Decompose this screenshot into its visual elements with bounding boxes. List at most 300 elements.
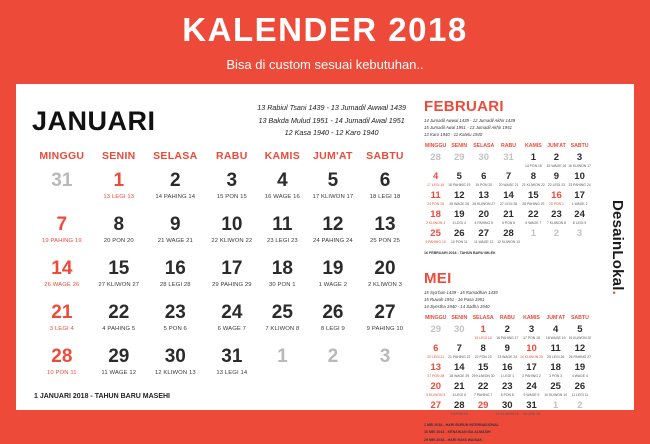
calendar-day-cell[interactable] (496, 152, 521, 171)
javanese-date: 9 PAHING 10 (366, 325, 404, 332)
calendar-week-row (424, 228, 592, 247)
day-number: 27 (430, 399, 442, 411)
calendar-day-cell[interactable] (471, 343, 495, 362)
calendar-day-cell[interactable] (567, 171, 592, 190)
calendar-day-cell[interactable] (360, 345, 410, 389)
javanese-date: 15 KLIWON 15 (495, 411, 519, 416)
calendar-day-cell[interactable] (424, 381, 448, 400)
javanese-date: 13 LEGI 13 (103, 193, 135, 200)
javanese-date: 28 WAGE 29 (449, 373, 470, 378)
main-month-islamic-dates (257, 98, 410, 140)
day-number: 7 (456, 342, 462, 354)
calendar-week-row (32, 169, 410, 213)
islamic-line: 13 Rabiul Tsani 1439 - 13 Jumadil Awwal 1439 (257, 103, 406, 112)
islamic-line: 15 Jumadil Awal 1951 - 13 Jumadil Akhir 1951 (424, 124, 512, 130)
calendar-day-cell[interactable] (32, 257, 92, 301)
calendar-day-cell[interactable] (568, 324, 592, 343)
calendar-day-cell[interactable] (519, 400, 543, 419)
day-number: 1 (553, 399, 559, 411)
weekday-label: RABU (216, 149, 248, 162)
main-month-panel (16, 84, 416, 410)
javanese-date: 3 LEGI 4 (452, 220, 466, 225)
mini-month-name: FEBRUARI (424, 98, 504, 115)
day-number: 30 (453, 323, 465, 335)
javanese-date: 12 PAHING 12 (424, 411, 447, 416)
day-number: 11 (430, 189, 441, 201)
javanese-date: 17 LEGI 18 (427, 182, 445, 187)
day-number: 15 (528, 189, 539, 201)
calendar-day-cell[interactable] (568, 381, 592, 400)
javanese-date: 14 PON 15 (524, 163, 542, 168)
javanese-date: 25 LEGI 26 (547, 354, 565, 359)
day-number: 15 (477, 361, 489, 373)
calendar-day-cell[interactable] (424, 362, 448, 381)
calendar-day-cell[interactable] (32, 301, 92, 345)
calendar-day-cell[interactable] (448, 362, 472, 381)
calendar-day-cell[interactable] (568, 400, 592, 419)
calendar-day-cell[interactable] (424, 400, 448, 419)
calendar-day-cell[interactable] (568, 362, 592, 381)
day-number: 4 (277, 169, 288, 191)
islamic-line: 14 Jumadil Awwal 1439 - 12 Jumadil Akhir 1439 (424, 118, 516, 123)
day-number: 27 (374, 301, 396, 323)
calendar-day-cell[interactable] (496, 228, 521, 247)
calendar-day-cell[interactable] (424, 209, 447, 228)
day-number: 22 (528, 208, 539, 220)
javanese-date: 11 LEGI 11 (571, 392, 589, 397)
calendar-day-cell[interactable] (424, 152, 447, 171)
calendar-day-cell[interactable] (306, 169, 360, 213)
main-month-header (32, 98, 410, 140)
calendar-day-cell[interactable] (424, 171, 447, 190)
javanese-date: 1 WAGE 2 (571, 201, 588, 206)
calendar-day-cell[interactable] (306, 301, 360, 345)
day-number: 14 (51, 257, 73, 279)
javanese-date: 21 KLIWON 22 (521, 182, 545, 187)
calendar-day-cell[interactable] (424, 190, 447, 209)
javanese-date: 12 KLIWON 13 (497, 239, 520, 244)
weekday-label: MINGGU (425, 314, 447, 321)
day-number: 28 (430, 151, 441, 163)
calendar-day-cell[interactable] (360, 169, 410, 213)
calendar-day-cell[interactable] (448, 324, 472, 343)
calendar-day-cell[interactable] (306, 213, 360, 257)
calendar-week-row (424, 400, 592, 419)
javanese-date: 28 PAHING 29 (522, 201, 545, 206)
mini-month-notes (424, 423, 592, 444)
calendar-day-cell[interactable] (424, 228, 447, 247)
javanese-date: 26 PAHING 27 (568, 354, 591, 359)
weekday-label: KAMIS (264, 149, 301, 162)
day-number: 9 (170, 213, 181, 235)
calendar-day-cell[interactable] (567, 228, 592, 247)
javanese-date: 20 LEGI 21 (427, 354, 445, 359)
page-header (0, 0, 650, 84)
calendar-day-cell[interactable] (259, 213, 306, 257)
calendar-day-cell[interactable] (471, 190, 496, 209)
weekday-label: JUM'AT (547, 142, 566, 149)
day-number: 13 (478, 189, 489, 201)
calendar-day-cell[interactable] (567, 190, 592, 209)
javanese-date: 18 PAHING 19 (448, 182, 471, 187)
day-number: 28 (453, 399, 465, 411)
calendar-day-cell[interactable] (495, 324, 519, 343)
javanese-date: 8 LEGI 9 (572, 220, 587, 225)
calendar-day-cell[interactable] (306, 257, 360, 301)
calendar-day-cell[interactable] (92, 169, 146, 213)
calendar-day-cell[interactable] (546, 152, 567, 171)
day-number: 4 (432, 170, 439, 182)
day-number: 18 (271, 257, 293, 279)
calendar-day-cell[interactable] (495, 381, 519, 400)
weekday-label: JUM'AT (546, 314, 566, 321)
weekday-label: SENIN (451, 142, 468, 149)
javanese-date: 2 PAHING 2 (522, 373, 541, 378)
calendar-day-cell[interactable] (32, 213, 92, 257)
calendar-day-cell[interactable] (519, 343, 543, 362)
javanese-date: 15 WAGE 16 (546, 163, 567, 168)
javanese-date: 7 KLIWON 8 (265, 325, 300, 332)
day-number: 16 (164, 257, 186, 279)
calendar-day-cell[interactable] (495, 343, 519, 362)
calendar-day-cell[interactable] (448, 343, 472, 362)
calendar-day-cell[interactable] (568, 343, 592, 362)
javanese-date: 14 PAHING 14 (155, 193, 196, 200)
day-number: 26 (574, 380, 586, 392)
calendar-week-row (424, 190, 592, 209)
day-number: 12 (453, 189, 465, 201)
day-number: 28 (503, 227, 514, 239)
calendar-day-cell[interactable] (32, 345, 92, 389)
javanese-date: 24 KLIWON 25 (520, 354, 543, 359)
day-number: 16 (551, 189, 562, 201)
mini-month-islamic-dates (424, 290, 592, 311)
javanese-date: 10 PON 11 (47, 369, 77, 376)
day-number: 26 (453, 227, 465, 239)
day-number: 21 (51, 301, 73, 323)
day-number: 9 (553, 170, 560, 182)
day-number: 15 (108, 257, 130, 279)
javanese-date: 23 PAHING 24 (568, 182, 591, 187)
javanese-date: 22 KLIWON 22 (211, 237, 253, 244)
javanese-date: 16 KLIWON 17 (568, 163, 591, 168)
calendar-day-cell[interactable] (360, 301, 410, 345)
calendar-day-cell[interactable] (471, 152, 496, 171)
calendar-day-cell[interactable] (521, 190, 546, 209)
javanese-date: 29 PON 1 (549, 201, 564, 206)
javanese-date: 16 PAHING 17 (496, 335, 519, 340)
day-number: 8 (530, 170, 536, 182)
calendar-day-cell[interactable] (546, 171, 567, 190)
calendar-day-cell[interactable] (521, 209, 546, 228)
weekday-label: RABU (501, 142, 517, 149)
calendar-week-row (424, 171, 592, 190)
day-number: 1 (277, 345, 288, 367)
day-number: 2 (504, 323, 510, 335)
javanese-date: 11 WAGE 12 (101, 369, 137, 376)
day-number: 29 (430, 323, 442, 335)
calendar-day-cell[interactable] (519, 324, 543, 343)
day-number: 20 (374, 257, 396, 279)
javanese-date: 8 LEGI 9 (320, 325, 345, 332)
day-number: 17 (221, 257, 243, 279)
javanese-date: 17 KLIWON 17 (312, 193, 354, 200)
javanese-date: 15 LEGI 16 (474, 335, 492, 340)
javanese-date: 19 KLIWON 20 (568, 335, 592, 340)
calendar-day-cell[interactable] (544, 381, 568, 400)
calendar-day-cell[interactable] (544, 362, 568, 381)
javanese-date: 14 WAGE 14 (473, 411, 493, 416)
calendar-day-cell[interactable] (544, 400, 568, 419)
day-number: 3 (528, 323, 535, 335)
javanese-date: 22 PON 23 (474, 354, 492, 359)
weekday-label: MINGGU (424, 142, 447, 149)
calendar-day-cell[interactable] (205, 345, 259, 389)
weekday-label: SABTU (366, 149, 404, 162)
javanese-date: 3 LEGI 4 (49, 325, 74, 332)
day-number: 8 (480, 342, 486, 354)
day-number: 21 (453, 380, 465, 392)
javanese-date: 18 LEGI 18 (369, 193, 401, 200)
calendar-day-cell[interactable] (521, 228, 546, 247)
calendar-day-cell[interactable] (92, 301, 146, 345)
javanese-date: 21 PAHING 22 (448, 354, 471, 359)
calendar-day-cell[interactable] (521, 152, 546, 171)
day-number: 23 (164, 301, 186, 323)
calendar-day-cell[interactable] (259, 301, 306, 345)
day-number: 10 (574, 170, 585, 182)
day-number: 1 (530, 227, 536, 239)
calendar-day-cell[interactable] (146, 169, 205, 213)
javanese-date: 9 PAHING 10 (425, 239, 446, 244)
holiday-note: 1 MEI 2018 - HARI BURUH INTERNASIONAL (424, 422, 499, 427)
calendar-week-row (424, 152, 592, 171)
day-number: 18 (550, 361, 561, 373)
weekday-label: KAMIS (524, 142, 542, 149)
javanese-date: 15 PON 15 (216, 193, 247, 200)
calendar-week-row (32, 301, 410, 345)
javanese-date: 26 WAGE 26 (44, 281, 80, 288)
calendar-week-row (424, 209, 592, 228)
day-number: 3 (226, 169, 238, 191)
weekday-label: MINGGU (39, 149, 85, 162)
day-number: 16 (502, 361, 513, 373)
calendar-day-cell[interactable] (519, 381, 543, 400)
calendar-day-cell[interactable] (496, 171, 521, 190)
javanese-date: 3 PON 3 (549, 373, 563, 378)
day-number: 19 (322, 257, 344, 279)
calendar-day-cell[interactable] (471, 228, 496, 247)
javanese-date: 8 PON 8 (500, 392, 514, 397)
calendar-day-cell[interactable] (496, 190, 521, 209)
calendar-day-cell[interactable] (447, 190, 471, 209)
javanese-date: 4 PAHING 5 (102, 325, 136, 332)
day-number: 2 (327, 345, 339, 367)
javanese-date: 22 LEGI 23 (547, 182, 566, 187)
javanese-date: 6 WAGE 7 (525, 220, 542, 225)
day-number: 7 (505, 170, 512, 182)
javanese-date: 25 PON 25 (369, 237, 400, 244)
javanese-date: 5 PON 6 (502, 220, 516, 225)
calendar-day-cell[interactable] (146, 213, 205, 257)
mini-month-islamic-dates (424, 118, 592, 139)
calendar-day-cell[interactable] (496, 209, 521, 228)
day-number: 25 (271, 301, 293, 323)
weekday-label: SELASA (473, 142, 495, 149)
holiday-note: 10 MEI 2018 - KENAIKAN ISA ALMASIH (424, 430, 491, 435)
javanese-date: 4 WAGE 4 (571, 373, 588, 378)
calendar-day-cell[interactable] (424, 324, 448, 343)
javanese-date: 9 WAGE 9 (523, 392, 540, 397)
calendar-week-row (424, 343, 592, 362)
javanese-date: 29 PAHING 29 (211, 281, 252, 288)
calendar-day-cell[interactable] (205, 301, 259, 345)
mini-month-februari (424, 98, 592, 256)
javanese-date: 2 KLIWON 3 (426, 220, 446, 225)
javanese-date: 13 PON 13 (450, 411, 468, 416)
weekday-header-row (424, 315, 592, 324)
calendar-day-cell[interactable] (424, 343, 448, 362)
day-number: 6 (379, 169, 391, 191)
javanese-date: 26 KLIWON 27 (472, 201, 496, 206)
calendar-day-cell[interactable] (259, 257, 306, 301)
weekday-label: SELASA (153, 149, 198, 162)
day-number: 1 (530, 151, 536, 163)
calendar-day-cell[interactable] (205, 257, 259, 301)
javanese-date: 27 KLIWON 27 (98, 281, 140, 288)
javanese-date: 27 PON 28 (427, 373, 445, 378)
calendar-day-cell[interactable] (146, 301, 205, 345)
calendar-day-cell[interactable] (471, 362, 495, 381)
mini-month-mei (424, 270, 592, 443)
brand-text: DesainLokal (608, 199, 626, 291)
day-number: 4 (553, 323, 559, 335)
day-number: 13 (430, 361, 442, 373)
calendar-day-cell[interactable] (448, 400, 472, 419)
weekday-label: JUM'AT (313, 149, 353, 162)
weekday-label: SABTU (570, 314, 589, 321)
calendar-day-cell[interactable] (92, 345, 146, 389)
day-number: 10 (221, 213, 243, 235)
calendar-day-cell[interactable] (447, 209, 471, 228)
calendar-day-cell[interactable] (360, 213, 410, 257)
calendar-day-cell[interactable] (259, 169, 306, 213)
day-number: 28 (51, 345, 73, 367)
calendar-day-cell[interactable] (544, 324, 568, 343)
calendar-day-cell[interactable] (544, 343, 568, 362)
day-number: 31 (503, 151, 514, 163)
calendar-day-cell[interactable] (495, 400, 519, 419)
islamic-line: 13 Karo 1940 - 11 Katelu 1940 (424, 131, 483, 137)
day-number: 9 (504, 342, 510, 354)
day-number: 13 (374, 213, 396, 235)
day-number: 14 (503, 189, 514, 201)
main-month-footnote: 1 JANUARI 2018 - TAHUN BARU MASEHI (34, 392, 171, 400)
day-number: 22 (477, 380, 489, 392)
calendar-day-cell[interactable] (471, 171, 496, 190)
calendar-day-cell[interactable] (567, 209, 592, 228)
javanese-date: 30 PON 1 (269, 281, 296, 288)
calendar-day-cell[interactable] (567, 152, 592, 171)
calendar-day-cell[interactable] (92, 257, 146, 301)
calendar-day-cell[interactable] (546, 228, 567, 247)
javanese-date: 1 LEGI 1 (500, 373, 514, 378)
calendar-day-cell[interactable] (146, 257, 205, 301)
javanese-date: 5 KLIWON 5 (426, 392, 446, 397)
calendar-day-cell[interactable] (205, 213, 259, 257)
calendar-day-cell[interactable] (447, 228, 471, 247)
day-number: 31 (526, 399, 537, 411)
calendar-day-cell[interactable] (495, 362, 519, 381)
calendar-day-cell[interactable] (546, 209, 567, 228)
javanese-date: 23 WAGE 24 (497, 354, 518, 359)
calendar-day-cell[interactable] (471, 324, 495, 343)
day-number: 10 (526, 342, 537, 354)
day-number: 1 (113, 169, 125, 191)
brand-bar (600, 84, 634, 410)
day-number: 11 (550, 342, 561, 354)
calendar-day-cell[interactable] (92, 213, 146, 257)
day-number: 12 (574, 342, 586, 354)
calendar-day-cell[interactable] (471, 209, 496, 228)
day-number: 6 (433, 342, 439, 354)
day-number: 29 (477, 399, 489, 411)
weekday-label: SELASA (472, 314, 494, 321)
day-number: 2 (577, 399, 583, 411)
calendar-day-cell[interactable] (360, 257, 410, 301)
day-number: 12 (322, 213, 344, 235)
day-number: 14 (453, 361, 465, 373)
day-number: 5 (456, 170, 462, 182)
calendar-week-row (424, 362, 592, 381)
calendar-day-cell[interactable] (32, 169, 92, 213)
day-number: 11 (272, 213, 293, 235)
calendar-day-cell[interactable] (146, 345, 205, 389)
javanese-date: 12 KLIWON 13 (154, 369, 196, 376)
weekday-label: KAMIS (523, 314, 540, 321)
javanese-date: 20 WAGE 21 (498, 182, 519, 187)
calendar-day-cell[interactable] (205, 169, 259, 213)
calendar-body (16, 84, 634, 442)
calendar-day-cell[interactable] (447, 171, 471, 190)
brand-dot: . (608, 290, 626, 295)
javanese-date: 11 WAGE 12 (474, 239, 494, 244)
javanese-date: 24 PAHING 24 (313, 237, 353, 244)
day-number: 26 (322, 301, 344, 323)
calendar-week-row (424, 381, 592, 400)
javanese-date: 18 WAGE 19 (545, 335, 566, 340)
calendar-day-cell[interactable] (471, 400, 495, 419)
day-number: 24 (221, 301, 243, 323)
calendar-day-cell[interactable] (306, 345, 360, 389)
mini-month-table (424, 315, 592, 419)
calendar-day-cell[interactable] (259, 345, 306, 389)
calendar-day-cell[interactable] (519, 362, 543, 381)
weekday-label: RABU (499, 314, 515, 321)
weekday-label: SENIN (101, 149, 136, 162)
brand-name (609, 200, 626, 295)
mini-month-notes (424, 251, 592, 257)
calendar-day-cell[interactable] (448, 381, 472, 400)
javanese-date: 20 PON 20 (103, 237, 134, 244)
day-number: 18 (430, 208, 441, 220)
islamic-line: 14 Jiyestha 1940 - 14 Sadha 1940 (424, 303, 490, 309)
calendar-day-cell[interactable] (546, 190, 567, 209)
weekday-header-row (424, 143, 592, 152)
calendar-day-cell[interactable] (471, 381, 495, 400)
calendar-day-cell[interactable] (447, 152, 471, 171)
calendar-day-cell[interactable] (521, 171, 546, 190)
